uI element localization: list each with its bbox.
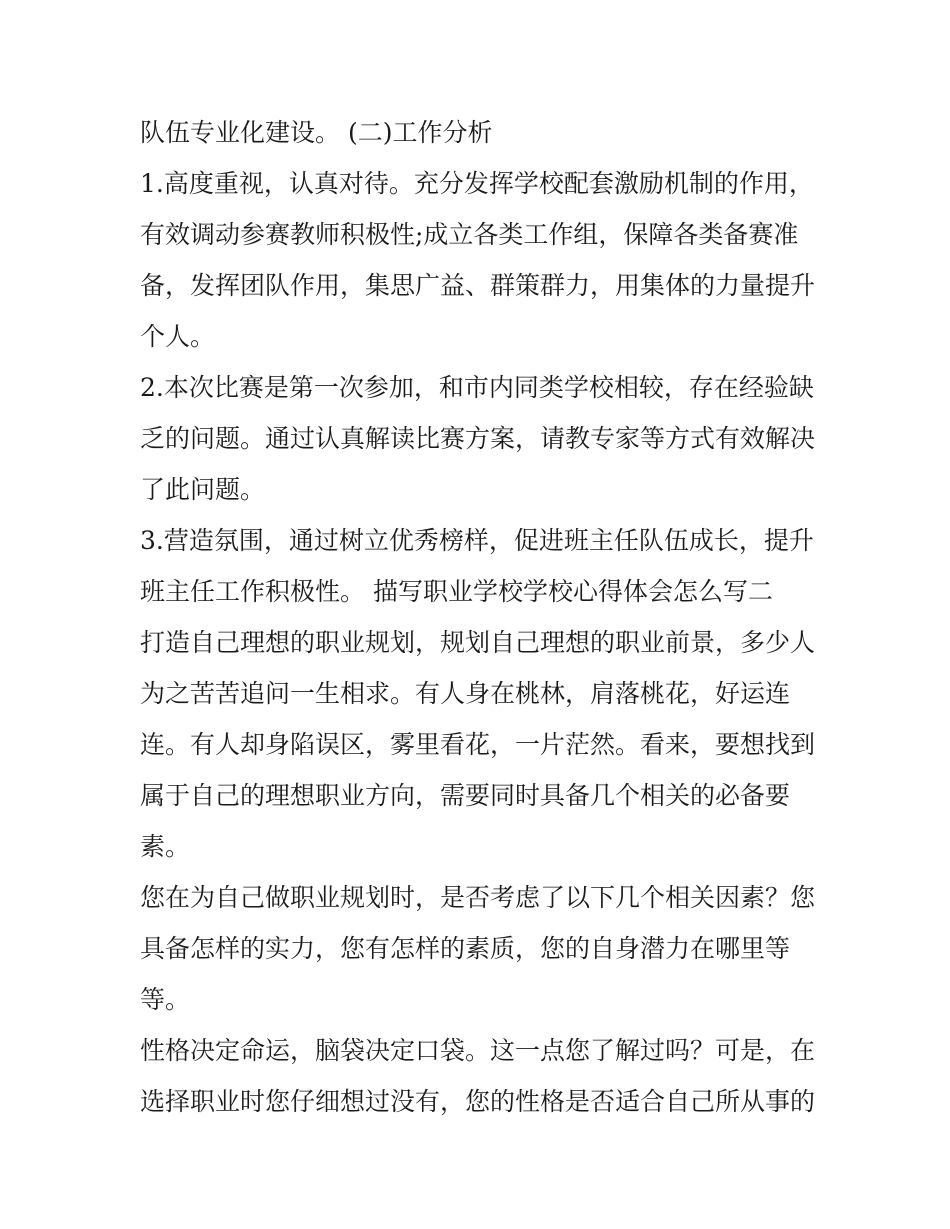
text-line: 素。 bbox=[140, 832, 191, 861]
text-line: 属于自己的理想职业方向，需要同时具备几个相关的必备要 bbox=[140, 781, 791, 810]
text-line: 为之苦苦追问一生相求。有人身在桃林，肩落桃花，好运连 bbox=[140, 679, 791, 708]
text-line: 乏的问题。通过认真解读比赛方案，请教专家等方式有效解决 bbox=[140, 424, 816, 453]
text-line: 选择职业时您仔细想过没有，您的性格是否适合自己所从事的 bbox=[140, 1087, 816, 1116]
text-line: 2.本次比赛是第一次参加，和市内同类学校相较，存在经验缺 bbox=[140, 373, 814, 402]
text-line: 有效调动参赛教师积极性;成立各类工作组，保障各类备赛准 bbox=[140, 220, 799, 249]
text-line: 个人。 bbox=[140, 322, 216, 351]
text-line: 您在为自己做职业规划时，是否考虑了以下几个相关因素？您 bbox=[140, 883, 816, 912]
document-body bbox=[140, 107, 830, 1127]
text-line: 等。 bbox=[140, 985, 191, 1014]
text-line: 队伍专业化建设。 (二)工作分析 bbox=[140, 118, 493, 147]
text-line: 性格决定命运，脑袋决定口袋。这一点您了解过吗？可是，在 bbox=[140, 1036, 816, 1065]
text-line: 连。有人却身陷误区，雾里看花，一片茫然。看来，要想找到 bbox=[140, 730, 816, 759]
text-line: 具备怎样的实力，您有怎样的素质，您的自身潜力在哪里等 bbox=[140, 934, 791, 963]
text-line: 3.营造氛围，通过树立优秀榜样，促进班主任队伍成长，提升 bbox=[140, 526, 814, 555]
text-line: 备，发挥团队作用，集思广益、群策群力，用集体的力量提升 bbox=[140, 271, 816, 300]
text-line: 班主任工作积极性。 描写职业学校学校心得体会怎么写二 bbox=[140, 577, 773, 606]
text-line: 打造自己理想的职业规划，规划自己理想的职业前景，多少人 bbox=[140, 628, 816, 657]
text-line: 了此问题。 bbox=[140, 475, 266, 504]
text-line: 1.高度重视，认真对待。充分发挥学校配套激励机制的作用， bbox=[140, 169, 814, 198]
